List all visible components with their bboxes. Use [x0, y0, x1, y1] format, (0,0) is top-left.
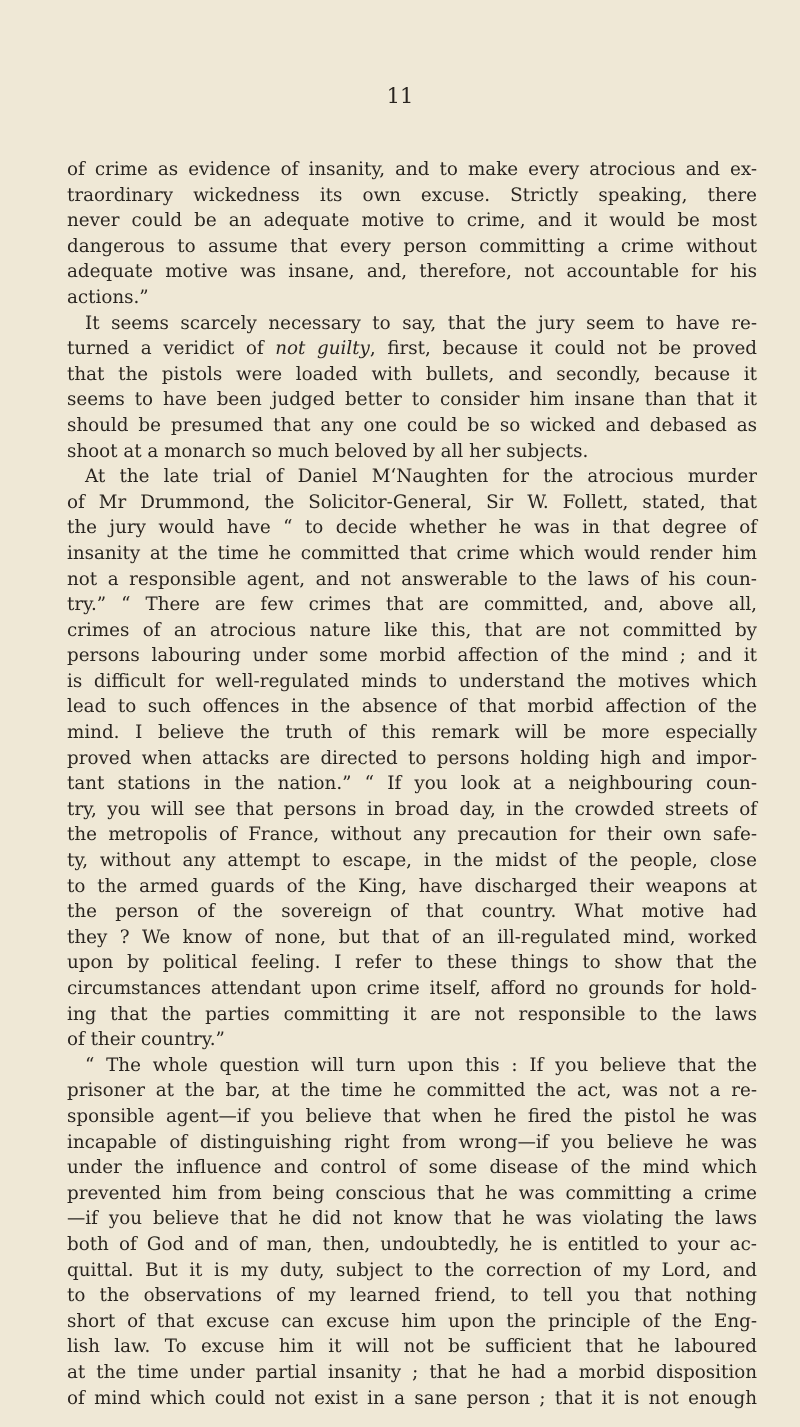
- text-line: try.” “ There are few crimes that are committed, and, above all,: [67, 594, 757, 616]
- text-line: actions.”: [67, 286, 149, 308]
- text-line: to the armed guards of the King, have discharged their weapons at: [67, 875, 757, 897]
- text-line: shoot at a monarch so much beloved by all her subjects.: [67, 440, 589, 462]
- text-line: both of God and of man, then, undoubtedly, he is entitled to your ac-: [67, 1233, 757, 1255]
- text-line: at the time under partial insanity ; that he had a morbid disposition: [67, 1361, 757, 1383]
- text-line: prisoner at the bar, at the time he committed the act, was not a re-: [67, 1080, 757, 1102]
- text-line: of crime as evidence of insanity, and to make every atrocious and ex-: [67, 159, 757, 180]
- text-line: try, you will see that persons in broad day, in the crowded streets of: [67, 798, 757, 820]
- text-line: mind. I believe the truth of this remark will be more especially: [67, 722, 757, 744]
- text-line: —if you believe that he did not know that he was violating the laws: [67, 1208, 757, 1230]
- text-line: insanity at the time he committed that crime which would render him: [67, 542, 757, 564]
- text-line: persons labouring under some morbid affection of the mind ; and it: [67, 645, 757, 667]
- text-line: not a responsible agent, and not answerable to the laws of his coun-: [67, 568, 757, 590]
- text-line: ing that the parties committing it are not responsible to the laws: [67, 1003, 757, 1025]
- text-line: sponsible agent—if you believe that when he fired the pistol he was: [67, 1105, 757, 1127]
- text-line: short of that excuse can excuse him upon the principle of the Eng-: [67, 1310, 757, 1332]
- text-line: to the observations of my learned friend, to tell you that nothing: [67, 1285, 757, 1307]
- text-line: ty, without any attempt to escape, in the midst of the people, close: [67, 850, 757, 872]
- text-line: dangerous to assume that every person committing a crime without: [67, 235, 757, 257]
- text-line: At the late trial of Daniel M‘Naughten for the atrocious murder: [85, 466, 757, 488]
- text-line: of Mr Drummond, the Solicitor-General, Sir W. Follett, stated, that: [67, 491, 757, 513]
- text-line: incapable of distinguishing right from wrong—if you believe he was: [67, 1131, 757, 1153]
- text-line: is difficult for well-regulated minds to understand the motives which: [67, 670, 757, 692]
- text-line: lead to such offences in the absence of that morbid affection of the: [67, 696, 757, 718]
- text-line: lish law. To excuse him it will not be sufficient that he laboured: [67, 1336, 757, 1358]
- text-line: It seems scarcely necessary to say, that the jury seem to have re-: [85, 312, 757, 334]
- text-line: prevented him from being conscious that he was committing a crime: [67, 1182, 757, 1204]
- text-line: crimes of an atrocious nature like this, that are not committed by: [67, 619, 757, 641]
- page-number: 11: [386, 84, 414, 108]
- text-line: never could be an adequate motive to crime, and it would be most: [67, 210, 757, 232]
- text-line: of their country.”: [67, 1029, 225, 1051]
- text-line: “ The whole question will turn upon this : If you believe that the: [85, 1054, 757, 1076]
- text-line: circumstances attendant upon crime itself, afford no grounds for hold-: [67, 978, 757, 999]
- body-text: [67, 157, 757, 1411]
- text-line: seems to have been judged better to consider him insane than that it: [67, 389, 757, 411]
- text-line: they ? We know of none, but that of an ill-regulated mind, worked: [67, 926, 757, 948]
- text-line: quittal. But it is my duty, subject to the correction of my Lord, and: [67, 1259, 757, 1281]
- text-line: the person of the sovereign of that country. What motive had: [67, 901, 757, 923]
- text-line: that the pistols were loaded with bullets, and secondly, because it: [67, 363, 757, 385]
- text-line: the jury would have “ to decide whether he was in that degree of: [67, 517, 757, 539]
- text-line: should be presumed that any one could be so wicked and debased as: [67, 414, 757, 436]
- text-line: upon by political feeling. I refer to these things to show that the: [67, 952, 757, 974]
- text-line: tant stations in the nation.” “ If you look at a neighbouring coun-: [67, 773, 757, 795]
- text-line: turned a veridict of not guilty, first, because it could not be proved: [67, 338, 757, 360]
- text-line: under the influence and control of some disease of the mind which: [67, 1157, 757, 1179]
- text-line: adequate motive was insane, and, therefore, not accountable for his: [67, 261, 757, 283]
- text-line: proved when attacks are directed to persons holding high and impor-: [67, 747, 757, 769]
- text-line: the metropolis of France, without any precaution for their own safe-: [67, 824, 757, 846]
- text-line: of mind which could not exist in a sane person ; that it is not enough: [67, 1387, 757, 1409]
- text-line: traordinary wickedness its own excuse. Strictly speaking, there: [67, 184, 757, 206]
